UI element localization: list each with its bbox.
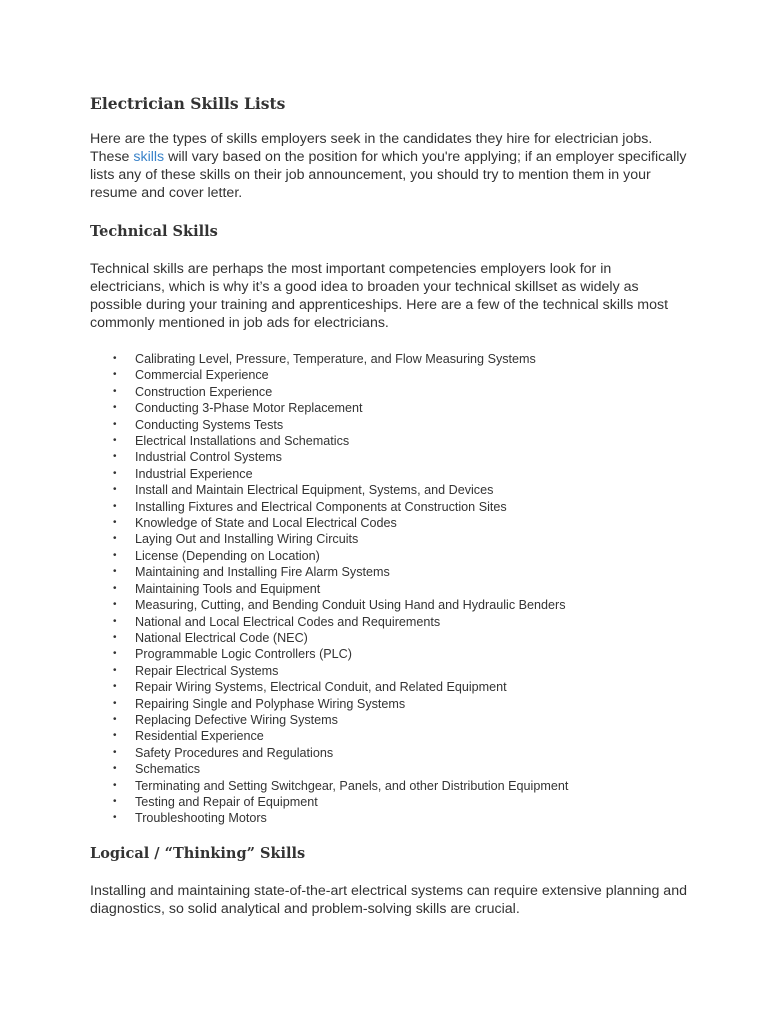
list-item-text: Installing Fixtures and Electrical Components at Construction Sites bbox=[135, 499, 507, 514]
list-item bbox=[90, 794, 690, 810]
logical-skills-heading: Logical / “Thinking” Skills bbox=[90, 844, 306, 862]
list-item-text: Testing and Repair of Equipment bbox=[135, 794, 318, 809]
bullet-icon: • bbox=[113, 730, 117, 742]
list-item bbox=[90, 597, 690, 613]
bullet-icon: • bbox=[113, 451, 117, 463]
list-item-text: Terminating and Setting Switchgear, Panels, and other Distribution Equipment bbox=[135, 778, 569, 793]
list-item-text: Construction Experience bbox=[135, 384, 273, 399]
bullet-icon: • bbox=[113, 713, 117, 725]
bullet-icon: • bbox=[113, 533, 117, 545]
technical-skills-list bbox=[90, 351, 690, 827]
list-item bbox=[90, 384, 690, 400]
bullet-icon: • bbox=[113, 648, 117, 660]
bullet-icon: • bbox=[113, 599, 117, 611]
list-item-text: Repairing Single and Polyphase Wiring Systems bbox=[135, 696, 406, 711]
list-item bbox=[90, 482, 690, 498]
list-item-text: Commercial Experience bbox=[135, 368, 269, 383]
list-item bbox=[90, 778, 690, 794]
list-item bbox=[90, 581, 690, 597]
bullet-icon: • bbox=[113, 418, 117, 430]
technical-skills-heading: Technical Skills bbox=[90, 223, 218, 240]
bullet-icon: • bbox=[113, 681, 117, 693]
bullet-icon: • bbox=[113, 566, 117, 578]
list-item bbox=[90, 663, 690, 679]
intro-text-before-link: Here are the types of skills employers seek in the candidates they hire for electrician jobs. These bbox=[90, 131, 653, 165]
bullet-icon: • bbox=[113, 812, 117, 824]
list-item-text: Repair Electrical Systems bbox=[135, 663, 279, 678]
bullet-icon: • bbox=[113, 500, 117, 512]
list-item bbox=[90, 564, 690, 580]
list-item-text: Industrial Experience bbox=[135, 466, 253, 481]
list-item bbox=[90, 728, 690, 744]
list-item-text: Maintaining and Installing Fire Alarm Systems bbox=[135, 565, 390, 580]
technical-skills-paragraph: Technical skills are perhaps the most important competencies employers look for in electricians, which is why it’s a good idea to broaden your technical skillset as widely as possible during your training and apprenticeships. Here are a few of the technical skills most commonly mentioned in job ads for electricians. bbox=[90, 261, 669, 331]
intro-paragraph bbox=[90, 130, 690, 202]
list-item-text: Install and Maintain Electrical Equipment, Systems, and Devices bbox=[135, 483, 494, 498]
list-item bbox=[90, 679, 690, 695]
list-item-text: Conducting Systems Tests bbox=[135, 417, 284, 432]
bullet-icon: • bbox=[113, 763, 117, 775]
bullet-icon: • bbox=[113, 402, 117, 414]
list-item bbox=[90, 400, 690, 416]
list-item bbox=[90, 745, 690, 761]
list-item-text: Replacing Defective Wiring Systems bbox=[135, 712, 338, 727]
bullet-icon: • bbox=[113, 369, 117, 381]
bullet-icon: • bbox=[113, 517, 117, 529]
list-item-text: National and Local Electrical Codes and Requirements bbox=[135, 614, 441, 629]
list-item bbox=[90, 548, 690, 564]
list-item bbox=[90, 531, 690, 547]
list-item bbox=[90, 696, 690, 712]
list-item-text: Repair Wiring Systems, Electrical Conduit, and Related Equipment bbox=[135, 680, 507, 695]
skills-link[interactable]: skills bbox=[133, 149, 165, 165]
intro-text-after-link: will vary based on the position for which you're applying; if an employer specifically lists any of these skills on their job announcement, you should try to mention them in your resume and cover letter. bbox=[90, 149, 687, 201]
list-item-text: Safety Procedures and Regulations bbox=[135, 745, 334, 760]
list-item bbox=[90, 810, 690, 826]
list-item-text: Programmable Logic Controllers (PLC) bbox=[135, 647, 352, 662]
document-page bbox=[90, 92, 690, 918]
bullet-icon: • bbox=[113, 549, 117, 561]
bullet-icon: • bbox=[113, 385, 117, 397]
list-item bbox=[90, 449, 690, 465]
bullet-icon: • bbox=[113, 582, 117, 594]
list-item bbox=[90, 630, 690, 646]
bullet-icon: • bbox=[113, 664, 117, 676]
bullet-icon: • bbox=[113, 484, 117, 496]
list-item bbox=[90, 761, 690, 777]
bullet-icon: • bbox=[113, 631, 117, 643]
list-item-text: Laying Out and Installing Wiring Circuits bbox=[135, 532, 359, 547]
list-item bbox=[90, 646, 690, 662]
list-item bbox=[90, 712, 690, 728]
list-item-text: Knowledge of State and Local Electrical Codes bbox=[135, 516, 397, 531]
list-item-text: Residential Experience bbox=[135, 729, 264, 744]
list-item bbox=[90, 614, 690, 630]
list-item-text: License (Depending on Location) bbox=[135, 548, 320, 563]
bullet-icon: • bbox=[113, 353, 117, 364]
bullet-icon: • bbox=[113, 697, 117, 709]
bullet-icon: • bbox=[113, 746, 117, 758]
bullet-icon: • bbox=[113, 615, 117, 627]
bullet-icon: • bbox=[113, 779, 117, 791]
list-item-text: Troubleshooting Motors bbox=[135, 811, 267, 826]
list-item-text: Industrial Control Systems bbox=[135, 450, 282, 465]
bullet-icon: • bbox=[113, 435, 117, 447]
list-item bbox=[90, 499, 690, 515]
bullet-icon: • bbox=[113, 795, 117, 807]
list-item bbox=[90, 433, 690, 449]
list-item bbox=[90, 515, 690, 531]
list-item-text: Electrical Installations and Schematics bbox=[135, 434, 350, 449]
list-item bbox=[90, 417, 690, 433]
page-title: Electrician Skills Lists bbox=[90, 94, 286, 113]
list-item bbox=[90, 351, 690, 367]
list-item-text: Schematics bbox=[135, 762, 201, 777]
list-item bbox=[90, 466, 690, 482]
list-item-text: Conducting 3-Phase Motor Replacement bbox=[135, 401, 363, 416]
list-item bbox=[90, 367, 690, 383]
list-item-text: National Electrical Code (NEC) bbox=[135, 630, 308, 645]
list-item-text: Maintaining Tools and Equipment bbox=[135, 581, 321, 596]
bullet-icon: • bbox=[113, 467, 117, 479]
logical-skills-paragraph: Installing and maintaining state-of-the-art electrical systems can require extensive planning and diagnostics, so solid analytical and problem-solving skills are crucial. bbox=[90, 882, 687, 917]
list-item-text: Calibrating Level, Pressure, Temperature, and Flow Measuring Systems bbox=[135, 352, 536, 366]
list-item-text: Measuring, Cutting, and Bending Conduit Using Hand and Hydraulic Benders bbox=[135, 598, 566, 613]
